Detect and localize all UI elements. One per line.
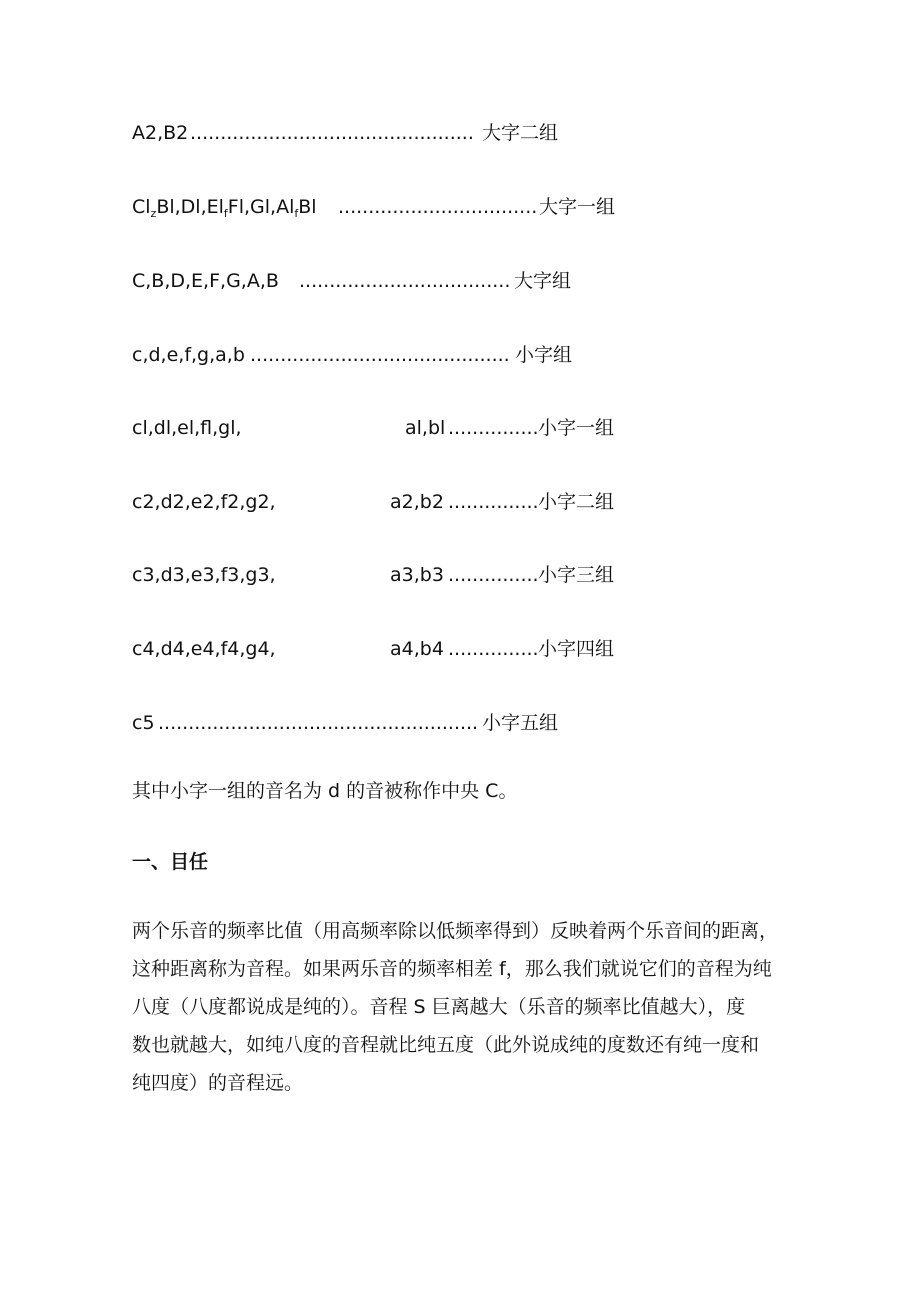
note-names: c,d,e,f,g,a,b (132, 344, 245, 366)
note-names-tail: a2,b2 (390, 491, 444, 513)
octave-label: 小字二组 (538, 491, 615, 513)
octave-label: 小字一组 (538, 417, 615, 439)
octave-label: 小字五组 (482, 712, 559, 734)
leader-dots: ........................................... (250, 344, 510, 366)
octave-label: 大字一组 (539, 196, 616, 218)
paragraph-line: 纯四度）的音程远。 (132, 1072, 304, 1094)
note-names: c4,d4,e4,f4,g4, (132, 638, 276, 660)
note-names: c5 (132, 712, 155, 734)
octave-label: 小字组 (515, 344, 573, 366)
paragraph-line: 两个乐音的频率比值（用高频率除以低频率得到）反映着两个乐音间的距离， (132, 920, 779, 942)
middle-c-note: 其中小字一组的音名为 d 的音被称作中央 C。 (132, 780, 518, 802)
section-heading: 一、目任 (132, 851, 209, 873)
leader-dots: ................................... (299, 270, 511, 292)
note-names: cl,dl,el,fl,gl, (132, 417, 242, 439)
leader-dots: ............................................... (190, 122, 474, 144)
paragraph-line: 八度（八度都说成是纯的）。音程 S 巨离越大（乐音的频率比值越大），度 (132, 996, 746, 1018)
leader-dots: ............... (448, 564, 539, 586)
note-names: $Cl_zBl,Dl,El_fFl,Gl,Al_fBl$ (132, 196, 317, 220)
paragraph-line: 这种距离称为音程。如果两乐音的频率相差 f，那么我们就说它们的音程为纯 (132, 958, 772, 980)
octave-label: 大字组 (514, 270, 572, 292)
leader-dots: ..................................................... (158, 712, 479, 734)
leader-dots: ............... (448, 417, 539, 439)
leader-dots: ................................. (338, 196, 538, 218)
note-names: c3,d3,e3,f3,g3, (132, 564, 276, 586)
note-names: C,B,D,E,F,G,A,B (132, 270, 279, 292)
note-names-tail: a4,b4 (390, 638, 444, 660)
note-names-tail: a3,b3 (390, 564, 444, 586)
octave-label: 小字四组 (538, 638, 615, 660)
leader-dots: ............... (448, 491, 539, 513)
note-names: A2,B2 (132, 122, 189, 144)
note-names-tail: al,bl (405, 417, 446, 439)
paragraph-line: 数也就越大，如纯八度的音程就比纯五度（此外说成纯的度数还有纯一度和 (132, 1034, 760, 1056)
octave-label: 大字二组 (482, 122, 559, 144)
leader-dots: ............... (448, 638, 539, 660)
octave-label: 小字三组 (538, 564, 615, 586)
note-names: c2,d2,e2,f2,g2, (132, 491, 276, 513)
